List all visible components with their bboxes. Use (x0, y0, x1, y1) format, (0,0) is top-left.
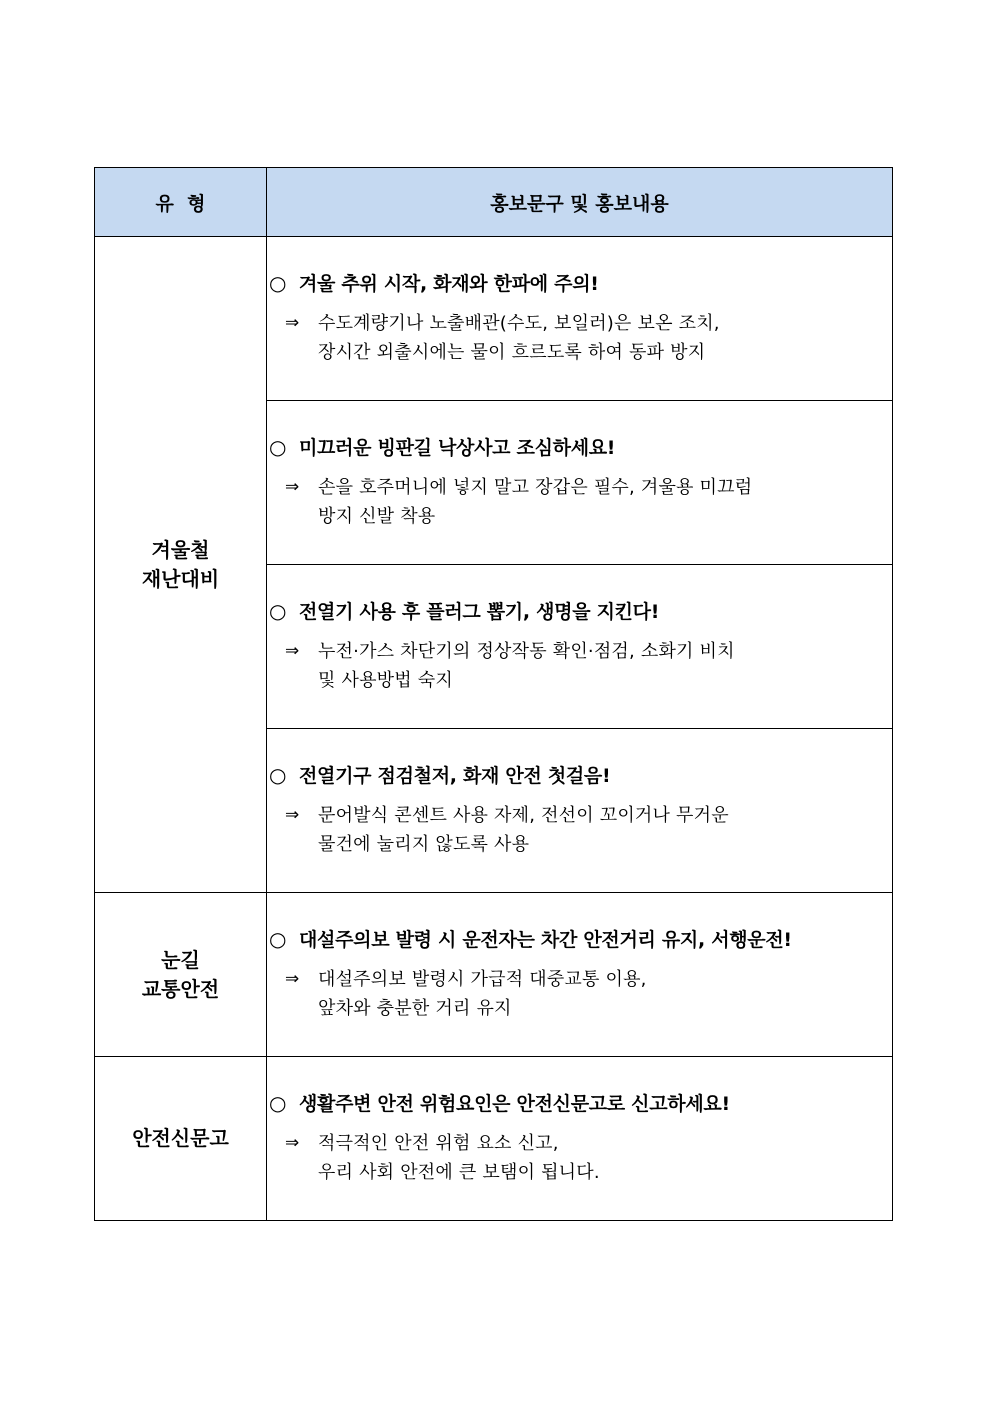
detail-line: 물건에 눌리지 않도록 사용 (318, 834, 530, 855)
arrow-icon: ⇒ (285, 641, 300, 661)
item-detail (269, 965, 881, 1023)
item-title (269, 1090, 881, 1117)
item-title (269, 762, 881, 789)
item-title-text: 겨울 추위 시작, 화재와 한파에 주의! (299, 273, 599, 295)
type-cell-safety-report (95, 1057, 267, 1221)
type-cell-winter (95, 237, 267, 893)
table-header-row (95, 168, 893, 237)
item-title (269, 598, 881, 625)
detail-line: 누전·가스 차단기의 정상작동 확인·점검, 소화기 비치 (318, 641, 735, 662)
type-cell-snow-traffic (95, 893, 267, 1057)
table-row (95, 1057, 893, 1221)
type-label: 눈길 (161, 947, 200, 972)
detail-line: 앞차와 충분한 거리 유지 (318, 998, 512, 1019)
content-cell (267, 893, 893, 1057)
item-title (269, 270, 881, 297)
circle-bullet-icon: ○ (269, 1091, 287, 1115)
item-detail (269, 309, 881, 367)
detail-line: 방지 신발 착용 (318, 506, 436, 527)
table-row (95, 893, 893, 1057)
detail-line: 문어발식 콘센트 사용 자제, 전선이 꼬이거나 무거운 (318, 805, 729, 826)
detail-line: 적극적인 안전 위험 요소 신고, (318, 1133, 559, 1154)
item-title-text: 대설주의보 발령 시 운전자는 차간 안전거리 유지, 서행운전! (299, 929, 792, 951)
circle-bullet-icon: ○ (269, 271, 287, 295)
detail-line: 수도계량기나 노출배관(수도, 보일러)은 보온 조치, (318, 313, 720, 334)
circle-bullet-icon: ○ (269, 927, 287, 951)
detail-line: 손을 호주머니에 넣지 말고 장갑은 필수, 겨울용 미끄럼 (318, 477, 753, 498)
circle-bullet-icon: ○ (269, 763, 287, 787)
content-cell (267, 565, 893, 729)
circle-bullet-icon: ○ (269, 599, 287, 623)
item-detail (269, 801, 881, 859)
item-title-text: 미끄러운 빙판길 낙상사고 조심하세요! (299, 437, 616, 459)
detail-line: 장시간 외출시에는 물이 흐르도록 하여 동파 방지 (318, 342, 706, 363)
content-cell (267, 729, 893, 893)
arrow-icon: ⇒ (285, 477, 300, 497)
item-detail (269, 637, 881, 695)
type-label: 재난대비 (141, 566, 220, 591)
type-label: 겨울철 (151, 537, 210, 562)
type-label: 교통안전 (141, 976, 220, 1001)
table-row (95, 237, 893, 401)
content-cell (267, 401, 893, 565)
item-title-text: 전열기구 점검철저, 화재 안전 첫걸음! (299, 765, 611, 787)
arrow-icon: ⇒ (285, 1133, 300, 1153)
arrow-icon: ⇒ (285, 805, 300, 825)
item-title (269, 926, 881, 953)
arrow-icon: ⇒ (285, 969, 300, 989)
type-label: 안전신문고 (132, 1126, 229, 1150)
item-title-text: 생활주변 안전 위험요인은 안전신문고로 신고하세요! (299, 1093, 730, 1115)
arrow-icon: ⇒ (285, 313, 300, 333)
content-cell (267, 1057, 893, 1221)
item-detail (269, 1129, 881, 1187)
item-title-text: 전열기 사용 후 플러그 뽑기, 생명을 지킨다! (299, 601, 660, 623)
item-detail (269, 473, 881, 531)
header-content: 홍보문구 및 홍보내용 (267, 168, 893, 237)
circle-bullet-icon: ○ (269, 435, 287, 459)
header-type: 유 형 (95, 168, 267, 237)
promotion-table (94, 167, 893, 1221)
detail-line: 우리 사회 안전에 큰 보탬이 됩니다. (318, 1162, 600, 1183)
item-title (269, 434, 881, 461)
content-cell (267, 237, 893, 401)
detail-line: 대설주의보 발령시 가급적 대중교통 이용, (318, 969, 647, 990)
detail-line: 및 사용방법 숙지 (318, 670, 453, 691)
